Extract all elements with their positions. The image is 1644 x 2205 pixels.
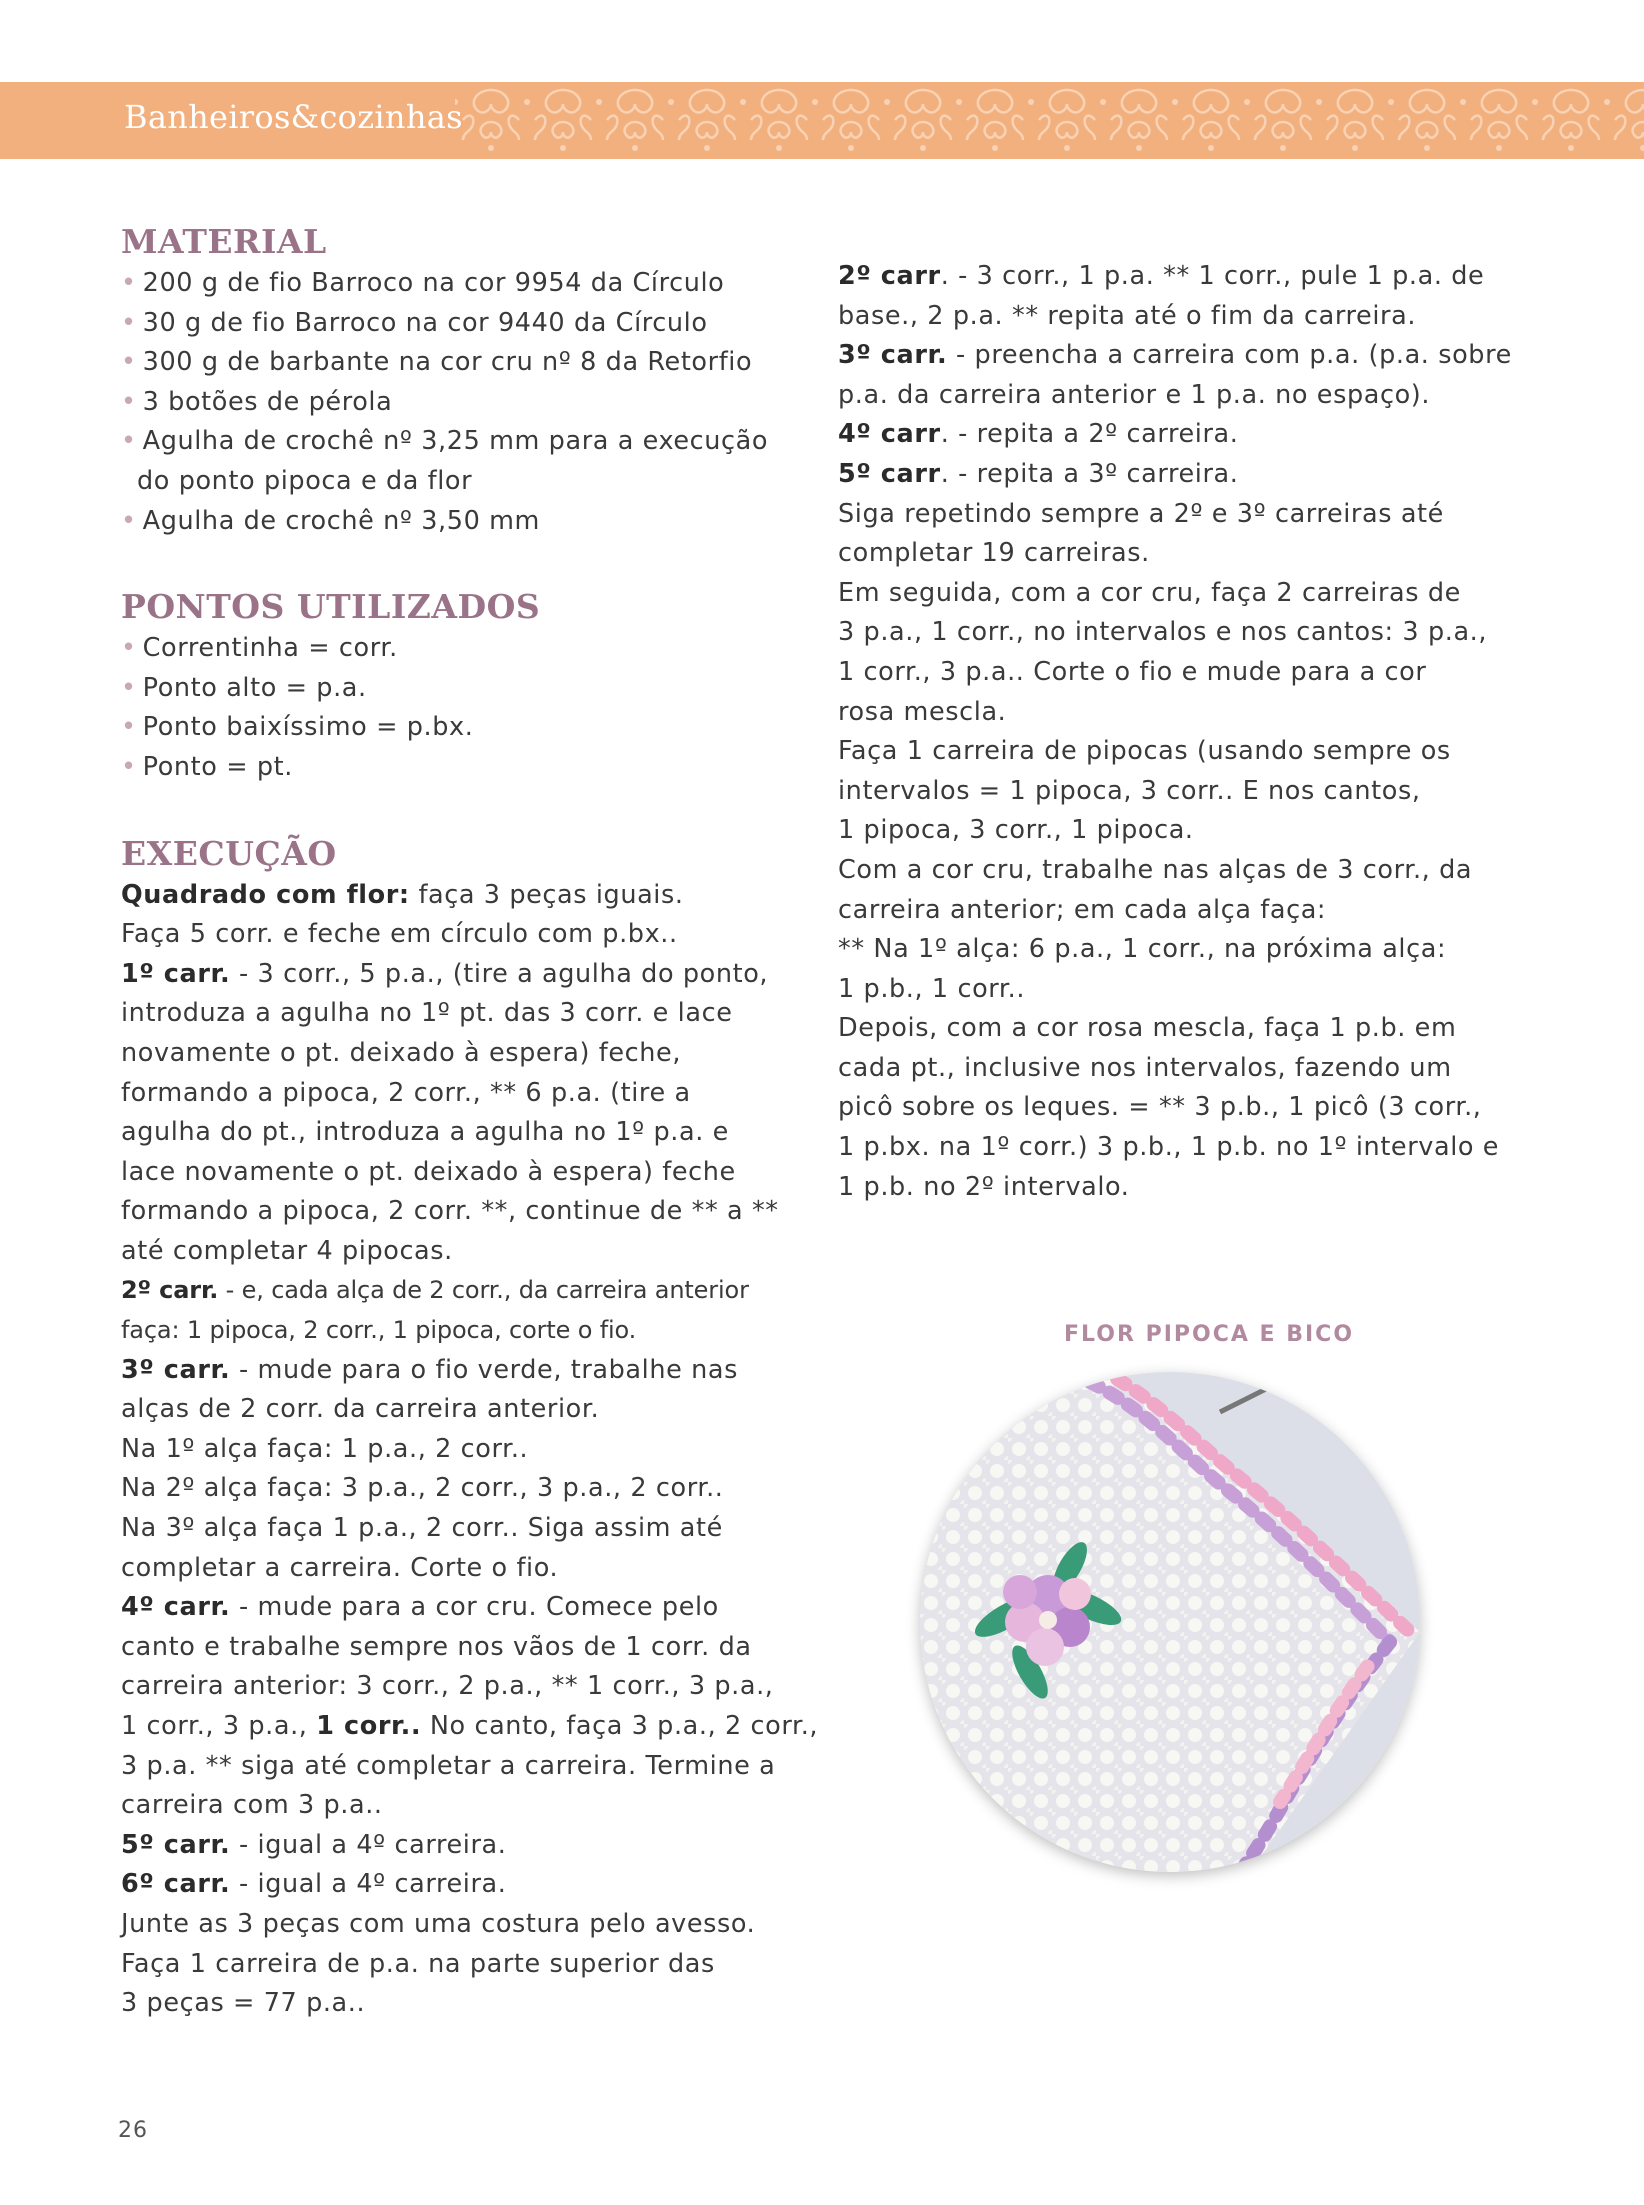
list-item: • 3 botões de pérola (121, 386, 393, 417)
execucao-body (121, 876, 819, 2024)
row-text: Em seguida, com a cor cru, faça 2 carreiras de (838, 577, 1461, 608)
row-label: 6º carr. (121, 1869, 231, 1900)
text-line (838, 455, 1530, 495)
text-line (838, 851, 1530, 891)
text-line (121, 1628, 811, 1668)
text-line (121, 1271, 811, 1311)
text-line (121, 1945, 811, 1985)
row-text: 1 pipoca, 3 corr., 1 pipoca. (838, 815, 1194, 846)
row-text: agulha do pt., introduza a agulha no 1º p.a. e (121, 1117, 729, 1148)
row-text: Faça 1 carreira de pipocas (usando sempre os (838, 736, 1451, 767)
row-label: 3º carr. (121, 1354, 231, 1385)
text-line (838, 495, 1530, 535)
row-label: 4º carr. (121, 1592, 231, 1623)
list-item-continuation: do ponto pipoca e da flor (137, 465, 473, 496)
list-item: • Correntinha = corr. (121, 633, 398, 664)
row-text: ** Na 1º alça: 6 p.a., 1 corr., na próxima alça: (838, 934, 1447, 965)
row-text: - igual a 4º carreira. (230, 1829, 507, 1860)
row-text: carreira anterior; em cada alça faça: (838, 894, 1327, 925)
text-line (838, 1088, 1530, 1128)
row-text: lace novamente o pt. deixado à espera) feche (121, 1156, 736, 1187)
text-line (838, 415, 1530, 455)
row-text: Depois, com a cor rosa mescla, faça 1 p.b. em (838, 1013, 1457, 1044)
row-text: intervalos = 1 pipoca, 3 corr.. E nos cantos, (838, 775, 1421, 806)
row-text: . - 3 corr., 1 p.a. ** 1 corr., pule 1 p.a. de (940, 261, 1485, 291)
row-label: 4º carr (838, 419, 941, 450)
row-text: . - repita a 2º carreira. (940, 419, 1239, 450)
crochet-photo (920, 1372, 1420, 1872)
list-item: • Ponto = pt. (121, 751, 293, 782)
header-band (0, 82, 1644, 159)
row-text: novamente o pt. deixado à espera) feche, (121, 1037, 682, 1068)
row-text: cada pt., inclusive nos intervalos, fazendo um (838, 1052, 1452, 1083)
row-text: - e, cada alça de 2 corr., da carreira anterior (218, 1276, 749, 1305)
pontos-heading: PONTOS UTILIZADOS (121, 587, 541, 627)
text-line (121, 1153, 811, 1193)
row-text: 3 p.a., 1 corr., no intervalos e nos cantos: 3 p.a., (838, 617, 1488, 648)
row-text: 1 p.bx. na 1º corr.) 3 p.b., 1 p.b. no 1º intervalo e (838, 1132, 1500, 1163)
row-text: Faça 1 carreira de p.a. na parte superior das (121, 1948, 715, 1979)
row-text: formando a pipoca, 2 corr., ** 6 p.a. (tire a (121, 1077, 691, 1108)
row-text: 3 p.a. ** siga até completar a carreira. Termine a (121, 1750, 776, 1781)
list-item: • 200 g de fio Barroco na cor 9954 da Círculo (121, 268, 725, 298)
list-item: • 30 g de fio Barroco na cor 9440 da Círculo (121, 307, 708, 338)
text-line (121, 955, 811, 995)
text-line (121, 1469, 811, 1509)
row-text: Na 3º alça faça 1 p.a., 2 corr.. Siga assim até (121, 1513, 723, 1544)
text-line (121, 915, 811, 955)
figure-caption: FLOR PIPOCA E BICO (1064, 1322, 1355, 1347)
section-title: Banheiros&cozinhas (124, 98, 463, 136)
row-text: canto e trabalhe sempre nos vãos de 1 corr. da (121, 1631, 752, 1662)
list-item: • 300 g de barbante na cor cru nº 8 da Retorfio (121, 347, 753, 378)
row-label: 5º carr (838, 458, 941, 489)
row-text: Com a cor cru, trabalhe nas alças de 3 corr., da (838, 854, 1473, 885)
list-item: • Agulha de crochê nº 3,50 mm (121, 505, 540, 536)
text-line (121, 1034, 811, 1074)
text-line (121, 1390, 811, 1430)
row-text: Na 1º alça faça: 1 p.a., 2 corr.. (121, 1433, 529, 1464)
row-text: rosa mescla. (838, 696, 1007, 727)
row-text: 1 p.b., 1 corr.. (838, 973, 1026, 1004)
text-line (121, 1430, 811, 1470)
row-text: Junte as 3 peças com uma costura pelo avesso. (121, 1908, 756, 1939)
text-line (121, 1786, 811, 1826)
page-number: 26 (118, 2118, 148, 2143)
text-line (838, 1168, 1530, 1208)
row-text: introduza a agulha no 1º pt. das 3 corr. e lace (121, 998, 733, 1029)
text-line (121, 1509, 811, 1549)
text-line (838, 257, 1530, 297)
text-line (121, 1074, 811, 1114)
text-line (838, 772, 1530, 812)
list-item: • Agulha de crochê nº 3,25 mm para a execução (121, 426, 769, 457)
material-heading: MATERIAL (121, 222, 327, 261)
row-text: picô sobre os leques. = ** 3 p.b., 1 picô (3 corr., (838, 1092, 1482, 1123)
right-column (838, 257, 1530, 1207)
row-text: faça: 1 pipoca, 2 corr., 1 pipoca, corte o fio. (121, 1316, 637, 1345)
text-line (838, 297, 1530, 337)
row-text: 3 peças = 77 p.a.. (121, 1988, 366, 2019)
text-line (121, 1113, 811, 1153)
text-line (121, 994, 811, 1034)
row-text: até completar 4 pipocas. (121, 1235, 453, 1266)
row-text: carreira anterior: 3 corr., 2 p.a., ** 1 corr., 3 p.a., (121, 1671, 774, 1702)
text-line (838, 574, 1530, 614)
row-text: 1 p.b. no 2º intervalo. (838, 1171, 1130, 1202)
text-line (838, 1049, 1530, 1089)
text-line (121, 1905, 811, 1945)
row-text: - mude para a cor cru. Comece pelo (230, 1592, 719, 1623)
row-text: Faça 5 corr. e feche em círculo com p.bx.. (121, 919, 678, 950)
text-line (121, 1588, 811, 1628)
row-text: completar a carreira. Corte o fio. (121, 1552, 559, 1583)
text-line (121, 1865, 811, 1905)
text-line (838, 811, 1530, 851)
row-emphasis: 1 corr.. (316, 1711, 422, 1741)
row-label: Quadrado com flor: (121, 879, 410, 910)
pontos-list (121, 629, 811, 787)
text-line (838, 693, 1530, 733)
row-text: - mude para o fio verde, trabalhe nas (230, 1354, 738, 1385)
list-item: • Ponto alto = p.a. (121, 672, 367, 703)
row-text: alças de 2 corr. da carreira anterior. (121, 1394, 600, 1425)
row-label: 2º carr. (121, 1276, 219, 1305)
crochet-illustration (920, 1372, 1420, 1872)
material-list (121, 264, 811, 541)
text-line (838, 376, 1530, 416)
text-line (838, 1009, 1530, 1049)
text-line (838, 336, 1530, 376)
text-line (838, 732, 1530, 772)
row-text: 1 corr., 3 p.a., (121, 1711, 317, 1741)
text-line (121, 1311, 811, 1351)
row-text: . - repita a 3º carreira. (940, 458, 1239, 489)
left-column (121, 220, 819, 2024)
row-text: - igual a 4º carreira. (230, 1869, 507, 1900)
row-text: completar 19 carreiras. (838, 538, 1150, 569)
text-line (121, 1351, 811, 1391)
execucao-heading: EXECUÇÃO (121, 833, 337, 873)
text-line (121, 1232, 811, 1272)
row-label: 1º carr. (121, 958, 231, 989)
text-line (838, 653, 1530, 693)
row-label: 2º carr (838, 261, 941, 291)
row-text: base., 2 p.a. ** repita até o fim da carreira. (838, 300, 1417, 331)
text-line (121, 1667, 811, 1707)
text-line (121, 1984, 811, 2024)
text-line (121, 1826, 811, 1866)
row-text: No canto, faça 3 p.a., 2 corr., (421, 1711, 819, 1741)
text-line (838, 1128, 1530, 1168)
text-line (121, 1192, 811, 1232)
text-line (838, 534, 1530, 574)
text-line (838, 970, 1530, 1010)
text-line (838, 613, 1530, 653)
row-label: 3º carr. (838, 340, 948, 371)
text-line (121, 876, 811, 916)
row-text: Siga repetindo sempre a 2º e 3º carreiras até (838, 498, 1444, 529)
row-text: faça 3 peças iguais. (409, 879, 684, 910)
row-text: formando a pipoca, 2 corr. **, continue de ** a ** (121, 1196, 779, 1227)
row-text: Na 2º alça faça: 3 p.a., 2 corr., 3 p.a., 2 corr.. (121, 1473, 724, 1504)
text-line (838, 930, 1530, 970)
text-line (838, 891, 1530, 931)
row-text: 1 corr., 3 p.a.. Corte o fio e mude para a cor (838, 656, 1427, 687)
row-text: - preencha a carreira com p.a. (p.a. sobre (947, 340, 1512, 371)
row-label: 5º carr. (121, 1829, 231, 1860)
text-line (121, 1747, 811, 1787)
row-text: - 3 corr., 5 p.a., (tire a agulha do ponto, (230, 958, 769, 989)
text-line (121, 1549, 811, 1589)
ornament-pattern (455, 82, 1644, 159)
list-item: • Ponto baixíssimo = p.bx. (121, 712, 474, 743)
row-text: carreira com 3 p.a.. (121, 1790, 383, 1821)
row-text: p.a. da carreira anterior e 1 p.a. no espaço). (838, 379, 1431, 410)
text-line (121, 1707, 819, 1747)
